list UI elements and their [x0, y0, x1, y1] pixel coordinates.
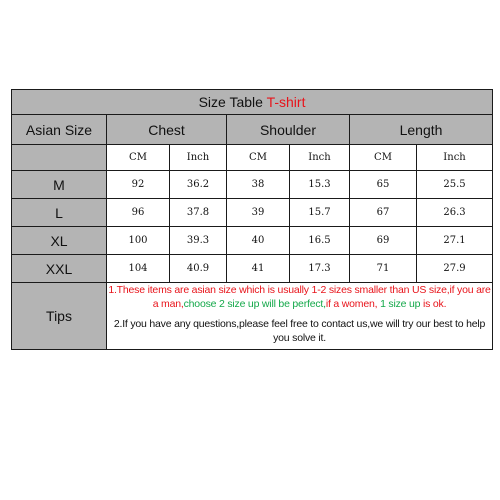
- shoulder-inch-cell: 15.3: [290, 171, 350, 199]
- size-label: L: [12, 199, 107, 227]
- chest-inch-cell: 39.3: [170, 227, 227, 255]
- table-row: [12, 199, 493, 227]
- length-cm-cell: 65: [350, 171, 417, 199]
- chest-cm-cell: 100: [107, 227, 170, 255]
- shoulder-cm-cell: 40: [227, 227, 290, 255]
- header-chest: Chest: [107, 115, 227, 145]
- chest-inch-cell: 40.9: [170, 255, 227, 283]
- length-inch-cell: 26.3: [417, 199, 493, 227]
- shoulder-cm-cell: 39: [227, 199, 290, 227]
- tip-highlight: 1 size up: [380, 298, 421, 310]
- size-label: M: [12, 171, 107, 199]
- header-asian-size: Asian Size: [12, 115, 107, 145]
- unit-shoulder-cm: CM: [227, 145, 290, 171]
- tips-label: Tips: [12, 283, 107, 350]
- unit-row-label: [12, 145, 107, 171]
- unit-length-cm: CM: [350, 145, 417, 171]
- tip-line-1: [107, 283, 492, 311]
- tips-content: [107, 283, 493, 350]
- tip-text: is ok.: [420, 298, 447, 310]
- shoulder-cm-cell: 41: [227, 255, 290, 283]
- unit-shoulder-inch: Inch: [290, 145, 350, 171]
- size-label: XL: [12, 227, 107, 255]
- chest-cm-cell: 104: [107, 255, 170, 283]
- chest-cm-cell: 96: [107, 199, 170, 227]
- tip-text: 1.These items are asian size which is usually 1-2 sizes smaller than US size,if you are a man,: [108, 284, 491, 310]
- title-text: Size Table: [198, 94, 263, 110]
- shoulder-cm-cell: 38: [227, 171, 290, 199]
- header-length: Length: [350, 115, 493, 145]
- size-table: [11, 89, 493, 350]
- title-accent-text: T-shirt: [266, 94, 306, 110]
- tip-line-2: 2.If you have any questions,please feel free to contact us,we will try our best to help you solve it.: [113, 318, 486, 344]
- length-inch-cell: 27.9: [417, 255, 493, 283]
- length-inch-cell: 25.5: [417, 171, 493, 199]
- shoulder-inch-cell: 15.7: [290, 199, 350, 227]
- chest-inch-cell: 37.8: [170, 199, 227, 227]
- table-row: [12, 171, 493, 199]
- unit-length-inch: Inch: [417, 145, 493, 171]
- unit-chest-inch: Inch: [170, 145, 227, 171]
- tip-highlight: choose 2 size up will be perfect,: [183, 298, 326, 310]
- chest-cm-cell: 92: [107, 171, 170, 199]
- shoulder-inch-cell: 16.5: [290, 227, 350, 255]
- length-cm-cell: 67: [350, 199, 417, 227]
- shoulder-inch-cell: 17.3: [290, 255, 350, 283]
- table-row: [12, 227, 493, 255]
- unit-chest-cm: CM: [107, 145, 170, 171]
- length-cm-cell: 71: [350, 255, 417, 283]
- chest-inch-cell: 36.2: [170, 171, 227, 199]
- header-shoulder: Shoulder: [227, 115, 350, 145]
- table-title: [12, 90, 493, 115]
- length-inch-cell: 27.1: [417, 227, 493, 255]
- length-cm-cell: 69: [350, 227, 417, 255]
- table-row: [12, 255, 493, 283]
- size-label: XXL: [12, 255, 107, 283]
- tip-text: if a women,: [325, 298, 381, 310]
